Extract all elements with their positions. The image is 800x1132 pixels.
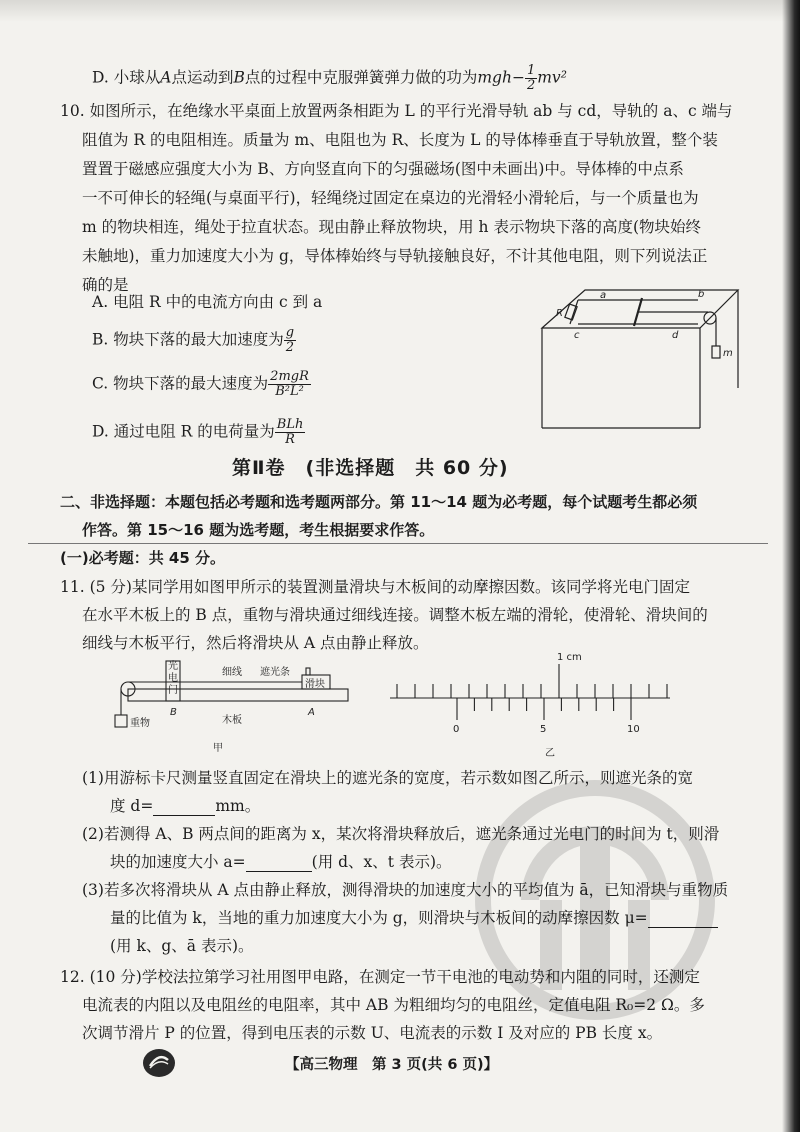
label-b: b [698,289,705,300]
label-slider: 滑块 [305,679,325,690]
label-1cm: 1 cm [557,652,582,663]
q12-line-2: 电流表的内阻以及电阻丝的电阻率，其中 AB 为粗细均匀的电阻丝，定值电阻 R₀=2 Ω。多 [82,996,705,1014]
label-a: a [600,290,607,301]
q11-sub3-line2: 量的比值为 k，当地的重力加速度大小为 g，则滑块与木板间的动摩擦因数 μ= [110,908,718,928]
page-edge-shadow [782,0,800,1132]
q11-line-3: 细线与木板平行，然后将滑块从 A 点由静止释放。 [82,634,429,652]
weight-block [115,715,127,727]
part2-intro-2: 作答。第 15～16 题为选考题，考生根据要求作答。 [82,521,435,539]
section-divider [28,543,768,544]
publisher-logo-icon [142,1048,176,1078]
q12-line-1: 12. (10 分)学校法拉第学习社用图甲电路，在测定一节干电池的电动势和内阻的同时，还测定 [60,968,700,986]
label-weight: 重物 [130,718,150,729]
q10-option-d: D. 通过电阻 R 的电荷量为 $\frac{\text{BLh}}{R}$ [92,417,304,447]
figure-yi-vernier [385,648,675,760]
gate-char-2: 电 [168,673,178,684]
answer-blank-d[interactable] [153,799,215,816]
resistor-link [570,300,578,324]
label-m: m [723,348,733,359]
label-d: d [672,330,679,341]
frac-c: $\frac{\text{2mgR}}{\text{B²L²}}$ [270,369,309,399]
tick-label-5: 5 [540,724,547,735]
required-section: (一)必考题：共 45 分。 [60,549,226,567]
caption-yi: 乙 [545,748,555,759]
block-m [712,346,720,358]
label-r: R [556,308,563,319]
q11-line-1: 11. (5 分)某同学用如图甲所示的装置测量滑块与木板间的动摩擦因数。该同学将光电门固定 [60,578,690,596]
q11-line-2: 在水平木板上的 B 点，重物与滑块通过细线连接。调整木板左端的滑轮，使滑轮、滑块间的 [82,606,708,624]
label-point-a: A [308,707,315,718]
q12-line-3: 次调节滑片 P 的位置，得到电压表的示数 U、电流表的示数 I 及对应的 PB 长度 x。 [82,1024,663,1042]
q11-sub3-line3: (用 k、g、ā 表示)。 [110,937,254,955]
fraction-half: $\frac{1}{2}$ [526,63,536,93]
watermark-emblem [470,780,720,1020]
q11-sub2-line1: (2)若测得 A、B 两点间的距离为 x，某次将滑块释放后，遮光条通过光电门的时间为 t，则滑 [82,825,720,843]
q10-option-b: B. 物块下落的最大加速度为 $\frac{g}{2}$ [92,325,295,355]
frac-d: $\frac{\text{BLh}}{R}$ [276,417,304,447]
q11-sub2-line2: 块的加速度大小 a= (用 d、x、t 表示)。 [110,853,452,871]
q11-sub3-line1: (3)若多次将滑块从 A 点由静止释放，测得滑块的加速度大小的平均值为 ā，已知滑块与重物质 [82,881,729,899]
label-board: 木板 [222,715,242,726]
label-shade: 遮光条 [260,667,290,678]
gate-char-1: 光 [168,661,178,672]
tick-label-10: 10 [627,724,640,735]
q11-sub1-line1: (1)用游标卡尺测量竖直固定在滑块上的遮光条的宽度，若示数如图乙所示，则遮光条的宽 [82,769,693,787]
caption-jia: 甲 [213,743,223,754]
label-point-b: B [170,707,177,718]
frac-b: $\frac{g}{2}$ [285,325,295,355]
exam-page: D. 小球从A点运动到B点的过程中克服弹簧弹力做的功为mgh− $\frac{1}{2}$ mv² 10. 如图所示，在绝缘水平桌面上放置两条相距为 L 的平行光滑导轨 ab 与 cd，导轨的 a、c 端与 阻值为 R 的电阻相连。质量为 m、电阻也为 R、长度为 L 的导体棒垂直于导轨放置，整个装 置置于磁感应强度大小为 B、方向竖直向下的匀强磁场(图中未画出)中。导体棒的中点系 一不可伸长的轻绳(与桌面平行)，轻绳绕过固定在桌边的光滑轻小滑轮后，与一个质量也为 m 的物块相连，绳处于拉直状态。现由静止释放物块，用 h 表示物块下落的高度(物块始终 未触地)，重力加速度大小为 g，导体棒始终与导轨接触良好，不计其他电阻，则下列说法正 确的是 A. 电阻 R 中的电流方向由 c 到 a B. 物块下落的最大加速度为 $\frac{g}{2}$ C. 物块下落的最大速度为 $\frac{\text{2mgR}}{\text{B²L²}}$ D. 通过电阻 R 的电荷量为 $\frac{\text{BLh}}{R}$ a b c d R m 第Ⅱ卷 (非选择题 共 60 分) 二、非选择题：本题包括必考题和选考题两部分。第 11～14 题为必考题，每个试题考生都必须 作答。第 15～16 题为选考题，考生根据要求作答。 (一)必考题：共 45 分。 11. (5 分)某同学用如图甲所示的装置测量滑块与木板间的动摩擦因数。该同学将光电门固定 在水平木板上的 B 点，重物与滑块通过细线连接。调整木板左端的滑轮，使滑轮、滑块间的 细线与木板平行，然后将滑块从 A 点由静止释放。 光 电 门 细线 遮光条 滑块 重物 木板 B A 甲 1 cm 0 5 10 乙 (1)用游标卡尺测量竖直固定在滑块上的遮光条的宽度，若示数如图乙所示，则遮光条的宽 度 d= mm。 (2)若测得 A、B 两点间的距离为 x，某次将滑块释放后，遮光条通过光电门的时间为 t，则滑 块的加速度大小 a= (用 d、x、t 表示)。 (3)若多次将滑块从 A 点由静止释放，测得滑块的加速度大小的平均值为 ā，已知滑块与重物质 量的比值为 k，当地的重力加速度大小为 g，则滑块与木板间的动摩擦因数 μ= (用 k、g、ā 表示)。 12. (10 分)学校法拉第学习社用图甲电路，在测定一节干电池的电动势和内阻的同时，还测定 电流表的内阻以及电阻丝的电阻率，其中 AB 为粗细均匀的电阻丝，定值电阻 R₀=2 Ω。多 次调节滑片 P 的位置，得到电压表的示数 U、电流表的示数 I 及对应的 PB 长度 x。 【高三物理 第 3 页(共 6 页)】 [0,0,800,1132]
q11-sub1-line2: 度 d= mm。 [110,797,261,815]
part2-title: 第Ⅱ卷 (非选择题 共 60 分) [232,457,509,479]
top-shadow [0,0,800,22]
q10-option-a: A. 电阻 R 中的电流方向由 c 到 a [92,293,323,311]
footer-page-info: 【高三物理 第 3 页(共 6 页)】 [285,1057,499,1073]
label-c: c [574,330,580,341]
q10-option-c: C. 物块下落的最大速度为 $\frac{\text{2mgR}}{\text{B²L²}}$ [92,369,309,399]
answer-blank-a[interactable] [246,855,312,872]
gate-char-3: 门 [168,685,178,696]
shade-strip [306,668,310,675]
label-thread: 细线 [222,667,242,678]
tick-label-0: 0 [453,724,460,735]
part2-intro-1: 二、非选择题：本题包括必考题和选考题两部分。第 11～14 题为必考题，每个试题考生都必须 [60,493,698,511]
wood-board [128,689,348,701]
q9-option-d: D. 小球从A点运动到B点的过程中克服弹簧弹力做的功为mgh− $\frac{1}{2}$ mv² [92,63,567,93]
vernier-ticks [390,664,670,720]
figure-jia [110,655,360,760]
q10-rail-figure [530,278,740,438]
